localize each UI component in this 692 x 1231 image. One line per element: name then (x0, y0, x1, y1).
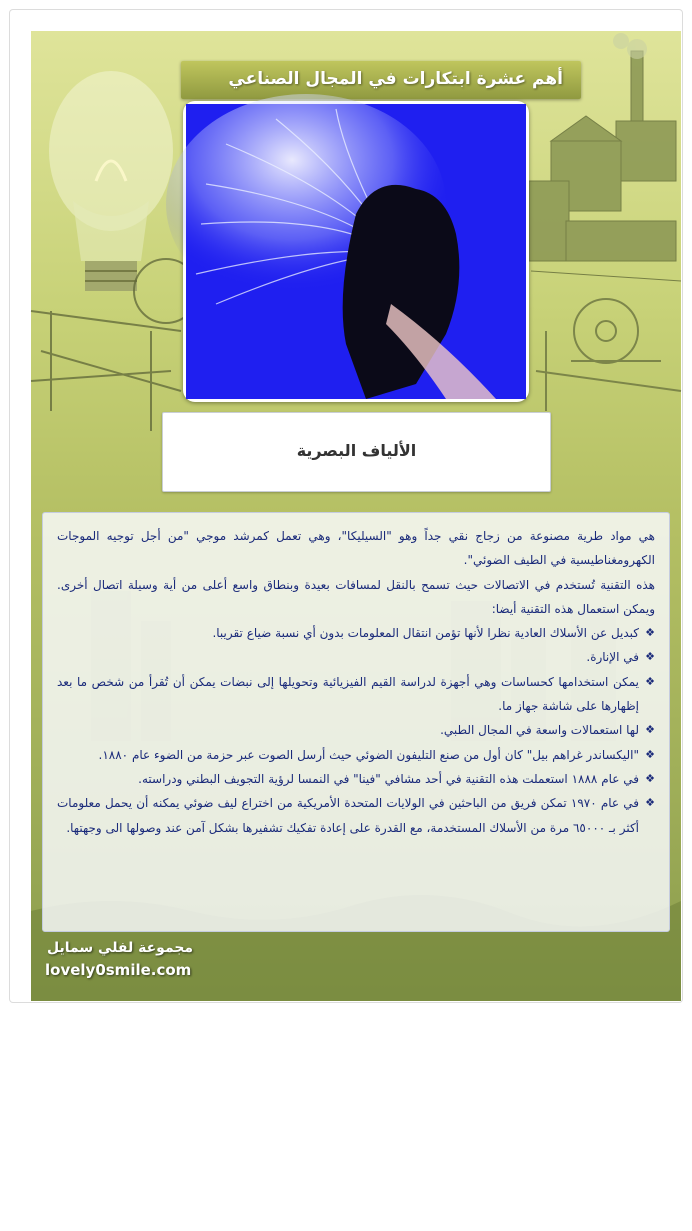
footer-site-link[interactable]: lovely0smile.com (45, 961, 192, 979)
list-item: ❖ يمكن استخدامها كحساسات وهي أجهزة لدراسة القيم الفيزيائية وتحويلها إلى نبضات يمكن أن تُقرأ من شخص ما بعد إظهارها على شاشة جهاز ما. (57, 670, 655, 719)
uses-paragraph: هذه التقنية تُستخدم في الاتصالات حيث تسمح بالنقل لمسافات بعيدة وبنطاق واسع أعلى من أية وسيلة اتصال أخرى. ويمكن استعمال هذه التقنية أيضا: (57, 577, 655, 616)
content-panel (31, 31, 681, 1231)
title-bar (181, 61, 581, 99)
light-bulb-icon (49, 71, 173, 291)
list-item: ❖ في عام ١٨٨٨ استعملت هذه التقنية في أحد مشافي "فينا" في النمسا لرؤية التجويف البطني ودراسته. (57, 767, 655, 791)
photo-caption: الألياف البصرية (296, 441, 417, 460)
uses-list (57, 621, 655, 840)
list-item: ❖ في الإنارة. (57, 645, 655, 669)
fiber-optics-photo (183, 101, 529, 402)
hand-holding-fiber-optics (186, 104, 526, 399)
diamond-bullet-icon: ❖ (645, 771, 655, 785)
diamond-bullet-icon: ❖ (645, 626, 655, 640)
page-title: أهم عشرة ابتكارات في المجال الصناعي (228, 69, 563, 89)
diamond-bullet-icon: ❖ (645, 796, 655, 810)
watermark: lovely0smile.com (79, 1173, 532, 1231)
list-item: ❖ لها استعمالات واسعة في المجال الطبي. (57, 718, 655, 742)
caption-box (162, 412, 551, 492)
machine-illustration (536, 299, 681, 411)
list-item: ❖ "اليكساندر غراهم بيل" كان أول من صنع التليفون الضوئي حيث أرسل الصوت عبر حزمة من الضوء عام ١٨٨٠. (57, 743, 655, 767)
diamond-bullet-icon: ❖ (645, 747, 655, 761)
list-item: ❖ في عام ١٩٧٠ تمكن فريق من الباحثين في الولايات المتحدة الأمريكية من اختراع ليف ضوئي يمكنه أن يحمل معلومات أكثر بـ ٦٥٠٠٠ مرة من الأسلاك المستخدمة، مع القدرة على إعادة تفكيك تشفيرها بشكل آمن عند وصولها الى وجهتها. (57, 791, 655, 840)
intro-paragraph: هي مواد طرية مصنوعة من زجاج نقي جداً وهو "السيليكا"، وهي تعمل كمرشد موجي "من أجل توجيه الموجات الكهرومغناطيسية في الطيف الضوئي". (57, 529, 655, 568)
list-item: ❖ كبديل عن الأسلاك العادية نظرا لأنها تؤمن انتقال المعلومات بدون أي نسبة ضياع تقريبا. (57, 621, 655, 645)
diamond-bullet-icon: ❖ (645, 723, 655, 737)
diamond-bullet-icon: ❖ (645, 650, 655, 664)
diamond-bullet-icon: ❖ (645, 674, 655, 688)
article-content (57, 524, 655, 840)
footer-group-name: مجموعة لفلي سمايل (47, 940, 194, 956)
page-frame (10, 10, 682, 1231)
